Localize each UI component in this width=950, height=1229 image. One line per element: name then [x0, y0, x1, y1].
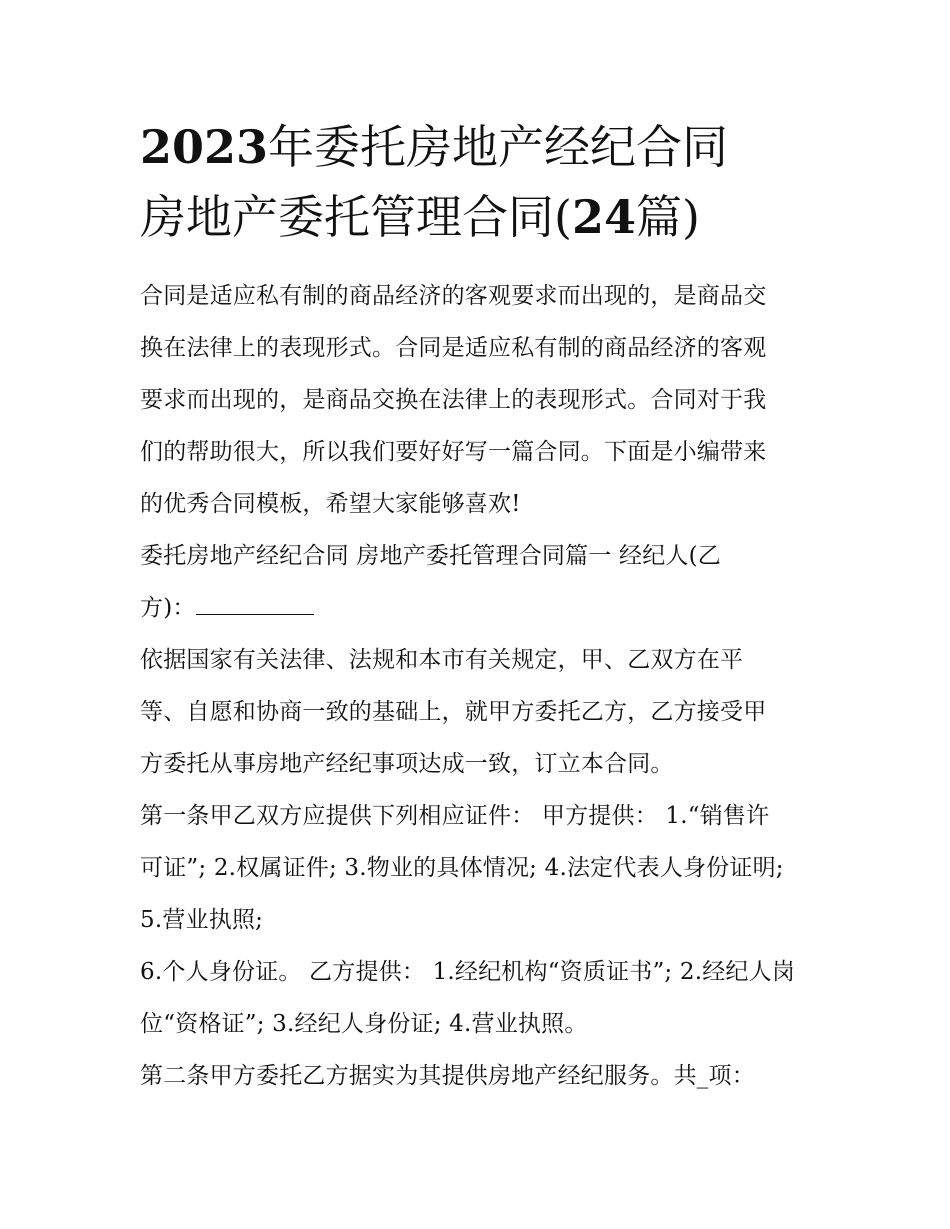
- text-line: 换在法律上的表现形式。合同是适应私有制的商品经济的客观: [140, 335, 767, 361]
- title-year: 2023: [140, 120, 269, 174]
- agent-label: 方)：: [140, 595, 196, 621]
- text-line: 第二条甲方委托乙方据实为其提供房地产经纪服务。共_项：: [140, 1063, 755, 1089]
- title-line-2: [140, 182, 820, 252]
- text-line: 要求而出现的，是商品交换在法律上的表现形式。合同对于我: [140, 387, 767, 413]
- text-line: 等、自愿和协商一致的基础上，就甲方委托乙方，乙方接受甲: [140, 699, 767, 725]
- text-line: 5.营业执照;: [140, 907, 264, 933]
- title-count: 24: [571, 190, 636, 244]
- text-line: 委托房地产经纪合同 房地产委托管理合同篇一 经纪人(乙: [140, 543, 721, 569]
- text-line: 位“资格证”; 3.经纪人身份证; 4.营业执照。: [140, 1011, 588, 1037]
- text-line: 合同是适应私有制的商品经济的客观要求而出现的，是商品交: [140, 283, 767, 309]
- text-line: 依据国家有关法律、法规和本市有关规定，甲、乙双方在平: [140, 647, 744, 673]
- text-line: 可证”; 2.权属证件; 3.物业的具体情况; 4.法定代表人身份证明;: [140, 855, 784, 881]
- article-2: [140, 1050, 820, 1102]
- text-line: 们的帮助很大，所以我们要好好写一篇合同。下面是小编带来: [140, 439, 767, 465]
- basis-paragraph: [140, 634, 820, 790]
- article-1: [140, 790, 820, 946]
- document-title: [140, 112, 820, 252]
- title-text-2: 房地产委托管理合同(: [140, 190, 572, 244]
- title-text-1: 年委托房地产经纪合同: [268, 120, 729, 174]
- text-line: [140, 582, 820, 634]
- title-text-3: 篇): [635, 190, 700, 244]
- document-body: [140, 270, 820, 1102]
- section-heading: [140, 530, 820, 634]
- intro-paragraph: [140, 270, 820, 530]
- text-line: 第一条甲乙双方应提供下列相应证件： 甲方提供： 1.“销售许: [140, 803, 770, 829]
- text-line: 方委托从事房地产经纪事项达成一致，订立本合同。: [140, 751, 674, 777]
- title-line-1: [140, 112, 820, 182]
- agent-name-blank: [196, 613, 314, 615]
- text-line: 6.个人身份证。 乙方提供： 1.经纪机构“资质证书”; 2.经纪人岗: [140, 959, 796, 985]
- text-line: 的优秀合同模板，希望大家能够喜欢!: [140, 491, 521, 517]
- article-1-continued: [140, 946, 820, 1050]
